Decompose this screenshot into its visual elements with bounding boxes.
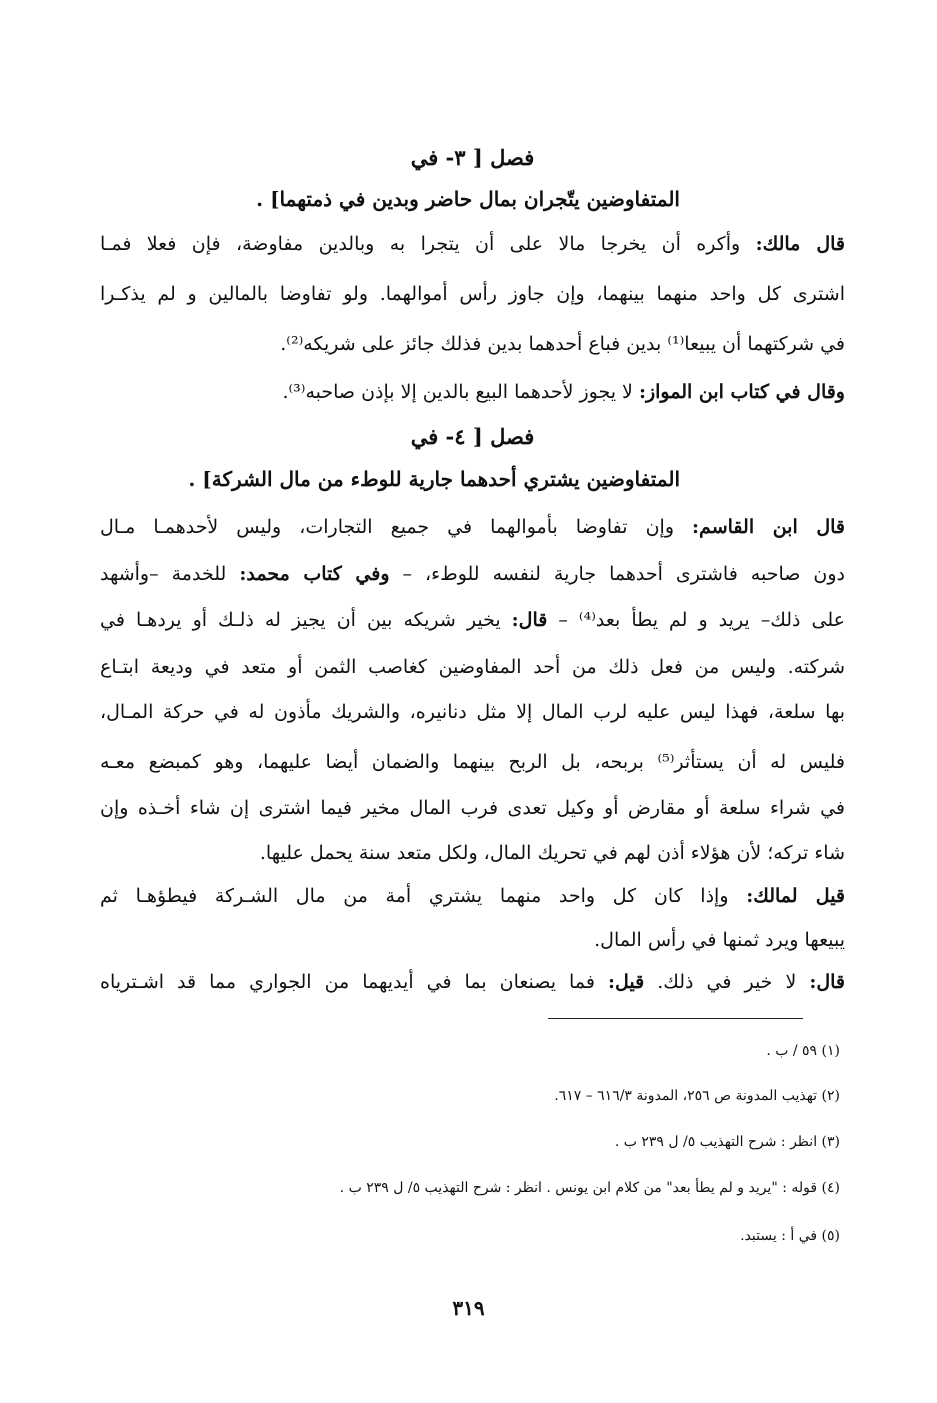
paragraph-text: وإن تفاوضا بأموالهما في جميع التجارات، وليس لأحدهمـا مـال — [100, 516, 675, 538]
paragraph-1-line-2: اشترى كل واحد منهما بينهما، وإن جاوز رأس أموالهما. ولو تفاوضا بالمالين و لم يذكـرا — [100, 283, 845, 305]
paragraph-text: وإذا كان كل واحد منهما يشتري أمة من مال الشـركة فيطؤهـا ثم — [100, 885, 729, 907]
paragraph-1-line-3: في شركتهما أن يبيعا⁽¹⁾ بدين فباع أحدهما بدين فذلك جائز على شريكه⁽²⁾. — [280, 333, 845, 355]
paragraph-3-line-8: شاء تركه؛ لأن هؤلاء أذن لهم في تحريك المال، ولكل متعد سنة يحمل عليها. — [259, 842, 845, 864]
speaker-label: وقال في كتاب ابن المواز: — [638, 381, 845, 403]
speaker-label: قال: — [809, 971, 846, 993]
paragraph-text: للخدمة –وأشهد — [100, 563, 227, 585]
speaker-label: قيل لمالك: — [746, 885, 846, 907]
paragraph-text: فما يصنعان بما في أيديهما من الجواري مما قد اشـترياه — [100, 971, 595, 993]
paragraph-1-line-1 — [100, 229, 845, 259]
footnote-5: (٥) في أ : يستبد. — [740, 1228, 840, 1244]
section-3-subtitle: المتفاوضين يتّجران بمال حاضر وبدين في ذمتهما] . — [256, 187, 680, 211]
speaker-label: قال: — [511, 609, 548, 631]
footnote-2: (٢) تهذيب المدونة ص ٢٥٦، المدونة ٦١٦/٣ – ٦١٧. — [554, 1088, 840, 1104]
page-number: ٣١٩ — [452, 1296, 485, 1320]
footnote-divider — [548, 1018, 803, 1019]
section-3-title: فصل [ ٣- في — [410, 145, 535, 170]
paragraph-3-line-7: في شراء سلعة أو مقارض أو وكيل تعدى فرب المال مخير فيما اشترى إن شاء أخـذه وإن — [100, 797, 845, 819]
paragraph-2-line-1 — [100, 377, 845, 407]
paragraph-text: لا يجوز لأحدهما البيع بالدين إلا بإذن صاحبه⁽³⁾. — [282, 381, 633, 403]
footnote-4: (٤) قوله : "يريد و لم يطأ بعد" من كلام ابن يونس . انظر : شرح التهذيب ٥/ ل ٢٣٩ ب . — [339, 1180, 840, 1196]
paragraph-3-line-2 — [100, 559, 845, 589]
paragraph-3-line-5: بها سلعة، فهذا ليس عليه لرب المال إلا مثل دنانيره، والشريك مأذون له في حركة المـال، — [100, 701, 845, 723]
paragraph-3-line-6: فليس له أن يستأثر⁽⁵⁾ بربحه، بل الربح بينهما والضمان أيضا عليهما، وهو كمبضع معـه — [100, 751, 845, 773]
speaker-label: قيل: — [607, 971, 645, 993]
paragraph-4-line-1 — [100, 881, 845, 911]
paragraph-5-line-1 — [100, 967, 845, 997]
source-label: وفي كتاب محمد: — [239, 563, 390, 585]
paragraph-3-line-4: شركته. وليس من فعل ذلك من أحد المفاوضين كغاصب الثمن أو متعد في وديعة ابتـاع — [100, 656, 845, 678]
section-4-title: فصل [ ٤- في — [410, 424, 535, 449]
paragraph-text: على ذلك– يريد و لم يطأ بعد⁽⁴⁾ – — [558, 609, 845, 631]
paragraph-text: لا خير في ذلك. — [657, 971, 797, 993]
paragraph-text: يخير شريكه بين أن يجيز له ذلـك أو يردهـا في — [100, 609, 501, 631]
speaker-label: قال ابن القاسم: — [692, 516, 845, 538]
section-4-subtitle: المتفاوضين يشتري أحدهما جارية للوطء من مال الشركة] . — [188, 467, 680, 491]
paragraph-3-line-1 — [100, 512, 845, 542]
paragraph-3-line-3 — [100, 605, 845, 635]
paragraph-4-line-2: يبيعها ويرد ثمنها في رأس المال. — [594, 929, 845, 951]
speaker-label: قال مالك: — [755, 233, 845, 255]
paragraph-text: دون صاحبه فاشترى أحدهما جارية لنفسه للوطء، – — [402, 563, 845, 585]
footnote-1: (١) ٥٩ / ب . — [766, 1043, 840, 1059]
footnote-3: (٣) انظر : شرح التهذيب ٥/ ل ٢٣٩ ب . — [614, 1134, 840, 1150]
paragraph-text: وأكره أن يخرجا مالا على أن يتجرا به وبالدين مفاوضة، فإن فعلا فمـا — [100, 233, 741, 255]
